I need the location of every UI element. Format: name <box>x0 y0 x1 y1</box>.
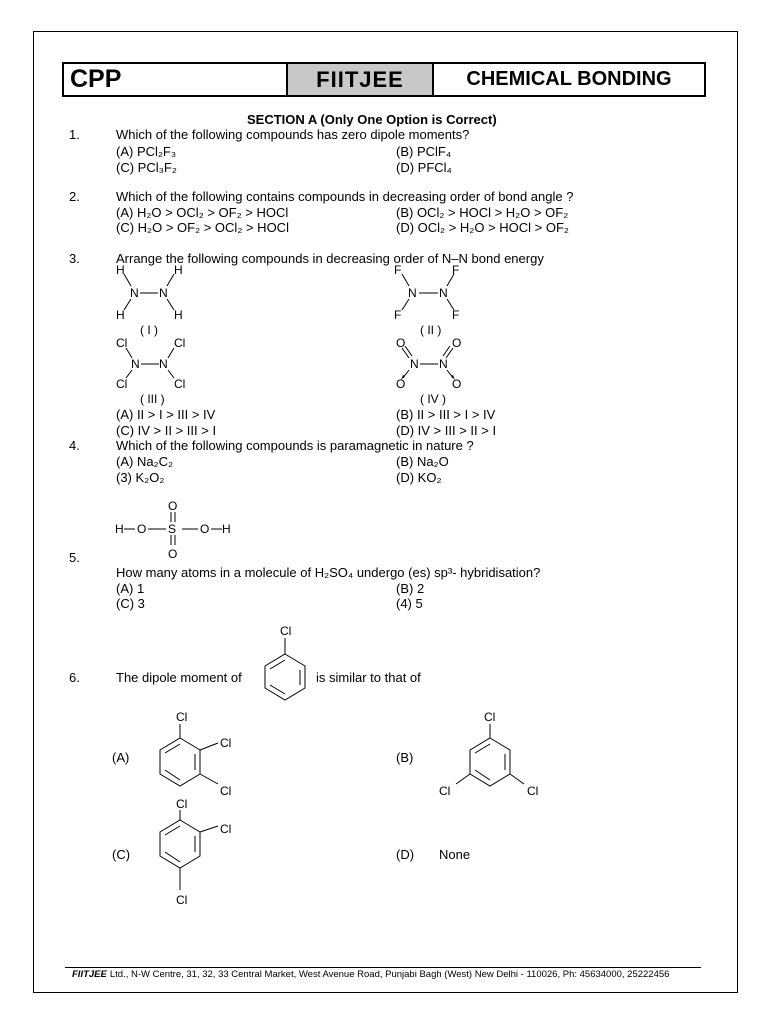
atom-o: O <box>200 522 210 536</box>
q2-number: 2. <box>69 189 80 204</box>
q3-option-a: (A) II > I > III > IV <box>116 407 216 422</box>
q6-text-after: is similar to that of <box>316 670 421 685</box>
structure-label-ii: ( II ) <box>420 323 442 337</box>
atom-n: N <box>159 286 168 300</box>
q6-option-c-label: (C) <box>112 847 131 862</box>
page-header <box>62 62 706 97</box>
q6-option-b-label: (B) <box>396 750 414 765</box>
q6-option-a-label: (A) <box>112 750 130 765</box>
atom-o: O <box>452 377 462 391</box>
q3-number: 3. <box>69 251 80 266</box>
q3-option-b: (B) II > III > I > IV <box>396 407 496 422</box>
atom-n: N <box>408 286 417 300</box>
q1-text: Which of the following compounds has zero dipole moments? <box>116 127 470 142</box>
atom-n: N <box>439 357 448 371</box>
atom-cl: Cl <box>174 336 186 350</box>
atom-n: N <box>410 357 419 371</box>
structure-label-iii: ( III ) <box>140 392 165 406</box>
q3-option-d: (D) IV > III > II > I <box>396 423 497 438</box>
q1-option-b: (B) PClF₄ <box>396 144 452 159</box>
atom-o: O <box>396 336 406 350</box>
atom-n: N <box>159 357 168 371</box>
atom-h: H <box>174 308 183 322</box>
structure-1-2-4-trichlorobenzene <box>150 796 250 910</box>
q2-option-d: (D) OCl₂ > H₂O > HOCl > OF₂ <box>396 220 569 235</box>
atom-cl: Cl <box>439 784 451 798</box>
atom-f: F <box>452 263 460 277</box>
atom-cl: Cl <box>116 336 128 350</box>
atom-cl: Cl <box>116 377 128 391</box>
footer-rule <box>65 967 701 968</box>
atom-cl: Cl <box>527 784 539 798</box>
footer-brand: FIITJEE <box>72 969 107 980</box>
atom-f: F <box>394 308 402 322</box>
q3-text: Arrange the following compounds in decreasing order of N–N bond energy <box>116 251 544 266</box>
q6-option-d-label: (D) <box>396 847 415 862</box>
atom-cl: Cl <box>280 624 292 638</box>
q2-option-a: (A) H₂O > OCl₂ > OF₂ > HOCl <box>116 205 289 220</box>
atom-f: F <box>452 308 460 322</box>
atom-n: N <box>439 286 448 300</box>
q5-option-a: (A) 1 <box>116 581 145 596</box>
structure-chlorobenzene <box>255 622 315 708</box>
atom-h: H <box>174 263 183 277</box>
atom-cl: Cl <box>220 736 232 750</box>
atom-o: O <box>168 547 178 561</box>
atom-cl: Cl <box>484 710 496 724</box>
atom-o: O <box>137 522 147 536</box>
structure-h2so4 <box>110 496 240 562</box>
structure-1-3-5-trichlorobenzene <box>430 708 550 802</box>
q2-option-c: (C) H₂O > OF₂ > OCl₂ > HOCl <box>116 220 289 235</box>
atom-cl: Cl <box>176 710 188 724</box>
q1-option-a: (A) PCl₂F₃ <box>116 144 177 159</box>
atom-o: O <box>168 499 178 513</box>
header-brand-logo: FIITJEE <box>288 64 434 95</box>
q4-option-a: (A) Na₂C₂ <box>116 454 174 469</box>
atom-cl: Cl <box>220 784 232 798</box>
structure-label-i: ( I ) <box>140 323 158 337</box>
structure-n2o4 <box>388 334 484 410</box>
q1-number: 1. <box>69 127 80 142</box>
structure-1-2-3-trichlorobenzene <box>150 708 250 802</box>
q5-option-c: (C) 3 <box>116 596 145 611</box>
atom-o: O <box>452 336 462 350</box>
q6-number: 6. <box>69 670 80 685</box>
atom-n: N <box>131 357 140 371</box>
q3-option-c: (C) IV > II > III > I <box>116 423 217 438</box>
atom-o: O <box>396 377 406 391</box>
structure-n2f4 <box>388 262 478 342</box>
q5-option-b: (B) 2 <box>396 581 425 596</box>
atom-cl: Cl <box>176 893 188 907</box>
atom-n: N <box>130 286 139 300</box>
atom-h: H <box>116 308 125 322</box>
header-topic: CHEMICAL BONDING <box>466 68 672 90</box>
structure-label-iv: ( IV ) <box>420 392 446 406</box>
footer <box>72 969 669 980</box>
q4-number: 4. <box>69 438 80 453</box>
atom-f: F <box>394 263 402 277</box>
header-cpp: CPP <box>64 64 288 95</box>
q5-option-d: (4) 5 <box>396 596 423 611</box>
atom-cl: Cl <box>174 377 186 391</box>
q6-option-d-text: None <box>439 847 471 862</box>
atom-s: S <box>168 522 177 536</box>
atom-cl: Cl <box>220 822 232 836</box>
q1-option-c: (C) PCl₃F₂ <box>116 160 177 175</box>
q5-number: 5. <box>69 550 80 565</box>
q4-option-b: (B) Na₂O <box>396 454 449 469</box>
atom-h: H <box>116 263 125 277</box>
q4-text: Which of the following compounds is paramagnetic in nature ? <box>116 438 474 453</box>
q4-option-d: (D) KO₂ <box>396 470 442 485</box>
structure-n2h4 <box>108 262 198 342</box>
q6-text-before: The dipole moment of <box>116 670 242 685</box>
footer-text: Ltd., N-W Centre, 31, 32, 33 Central Market, West Avenue Road, Punjabi Bagh (West) New Delhi - 110026, Ph: 45634000, 25222456 <box>109 969 670 980</box>
q5-text: How many atoms in a molecule of H₂SO₄ undergo (es) sp³- hybridisation? <box>116 565 541 580</box>
q2-option-b: (B) OCl₂ > HOCl > H₂O > OF₂ <box>396 205 569 220</box>
q4-option-c: (3) K₂O₂ <box>116 470 165 485</box>
structure-n2cl4 <box>108 334 204 410</box>
q1-option-d: (D) PFCl₄ <box>396 160 452 175</box>
atom-h: H <box>222 522 231 536</box>
q2-text: Which of the following contains compounds in decreasing order of bond angle ? <box>116 189 574 204</box>
atom-cl: Cl <box>176 797 188 811</box>
atom-h: H <box>115 522 124 536</box>
section-title: SECTION A (Only One Option is Correct) <box>247 112 497 127</box>
